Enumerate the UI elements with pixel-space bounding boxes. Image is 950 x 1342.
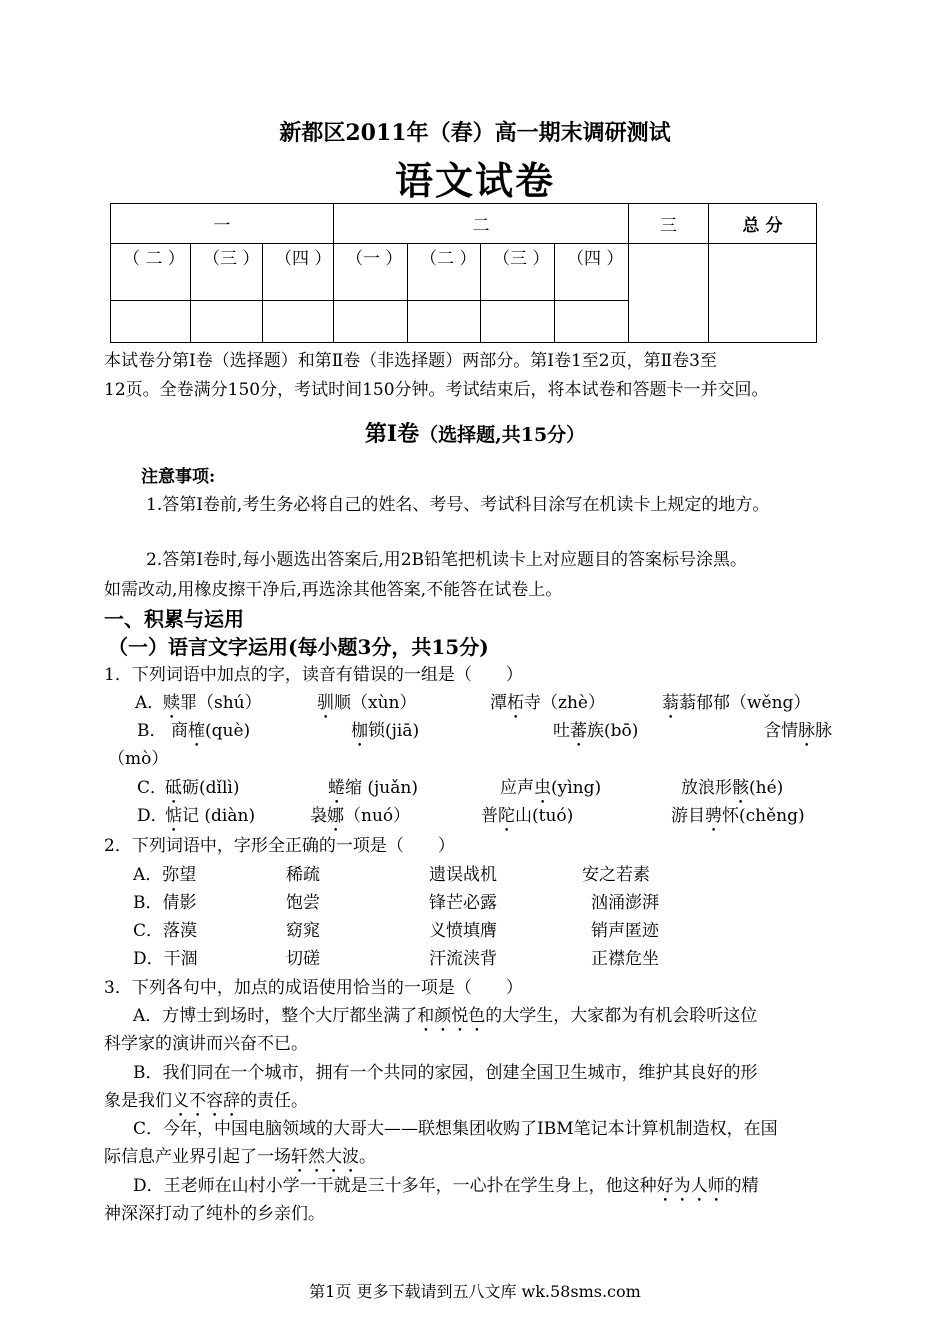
q2-b-word-4: 汹涌澎湃 [591, 893, 659, 913]
q1-d-item-2: 袅娜（nuó） [310, 806, 411, 826]
q2-stem: 2．下列词语中，字形全正确的一项是（ ） [104, 836, 455, 856]
q2-c-word-3: 义愤填膺 [429, 921, 497, 941]
score-header-part2: 二 [334, 204, 629, 244]
q2-b-word-2: 饱尝 [286, 893, 320, 913]
q3-option-a-cont: 科学家的演讲而兴奋不已。 [104, 1034, 308, 1054]
q1-d-item-4: 游目骋怀(chěng) [671, 806, 805, 826]
q1-a-item-3: 潭柘寺（zhè） [490, 693, 605, 713]
score-cell[interactable] [111, 301, 191, 343]
paper-title: 语文试卷 [394, 158, 555, 203]
score-cell-part3[interactable] [629, 244, 709, 343]
volume-heading [0, 417, 950, 448]
subsection-score: (每小题3分，共15分) [288, 635, 489, 659]
score-sub-2-3: （三 ） [481, 244, 555, 301]
q3-d-idiom: 好为人师 [656, 1176, 725, 1196]
q1-c-item-2: 蜷缩 (juǎn) [328, 778, 418, 798]
subsection-name: （一）语言文字运用 [108, 635, 288, 659]
score-header-part3: 三 [629, 204, 709, 244]
exam-title: 新都区2011年（春）高一期末调研测试 [279, 120, 671, 146]
notes-title: 注意事项: [141, 467, 216, 487]
q2-a-word-2: 稀疏 [286, 865, 320, 885]
q3-a-idiom: 和颜悦色 [417, 1006, 486, 1026]
note-item-2-cont: 如需改动,用橡皮擦干净后,再选涂其他答案,不能答在试卷上。 [104, 580, 563, 600]
score-cell[interactable] [481, 301, 555, 343]
q1-option-b-label: B． [137, 721, 167, 741]
q1-b-item-4: 含情脉脉 [764, 721, 832, 741]
q1-stem: 1．下列词语中加点的字，读音有错误的一组是（ ） [104, 665, 523, 685]
q1-b-item-1: 商榷(què) [171, 721, 251, 741]
q1-b-item-4-pinyin: （mò） [108, 749, 169, 769]
section-title: 一、积累与运用 [104, 607, 244, 631]
q1-a-item-1: 赎罪（shú） [163, 693, 262, 713]
q3-stem: 3．下列各句中，加点的成语使用恰当的一项是（ ） [104, 978, 523, 998]
intro-line-1: 本试卷分第Ⅰ卷（选择题）和第Ⅱ卷（非选择题）两部分。第Ⅰ卷1至2页，第Ⅱ卷3至 [104, 351, 717, 371]
score-cell[interactable] [555, 301, 629, 343]
score-cell[interactable] [263, 301, 334, 343]
intro-line-2: 12页。全卷满分150分，考试时间150分钟。考试结束后，将本试卷和答题卡一并交回。 [104, 380, 769, 400]
score-header-part1: 一 [111, 204, 334, 244]
q1-option-c-label: C． [137, 778, 168, 798]
q2-b-word-1: B．倩影 [133, 893, 197, 913]
score-sub-1-2: （ 二 ） [111, 244, 191, 301]
subsection-title [108, 631, 489, 660]
score-cell[interactable] [191, 301, 263, 343]
q3-option-b-cont: 象是我们义不容辞的责任。 [104, 1091, 308, 1111]
q1-a-item-4: 蓊蓊郁郁（wěng） [662, 693, 811, 713]
q3-option-c-cont: 际信息产业界引起了一场轩然大波。 [104, 1147, 376, 1167]
q2-c-word-2: 窈窕 [286, 921, 320, 941]
q3-b-idiom: 义不容辞 [172, 1091, 240, 1111]
score-cell[interactable] [334, 301, 408, 343]
q1-option-d-label: D． [137, 806, 168, 826]
q3-option-a: A．方博士到场时，整个大厅都坐满了和颜悦色的大学生，大家都为有机会聆听这位 [133, 1006, 758, 1026]
q1-a-item-2: 驯顺（xùn） [317, 693, 417, 713]
q1-c-item-1: 砥砺(dǐlì) [165, 778, 240, 798]
q3-option-c: C．今年，中国电脑领域的大哥大——联想集团收购了IBM笔记本计算机制造权，在国 [133, 1119, 778, 1139]
score-header-total: 总 分 [709, 204, 817, 244]
q2-d-word-2: 切磋 [286, 949, 320, 969]
note-item-2: 2.答第Ⅰ卷时,每小题选出答案后,用2B铅笔把机读卡上对应题目的答案标号涂黑。 [146, 550, 748, 570]
score-sub-2-4: （四 ） [555, 244, 629, 301]
score-sub-1-4: （四 ） [263, 244, 334, 301]
q2-a-word-1: A．弥望 [133, 865, 197, 885]
score-table [110, 203, 817, 343]
q2-c-word-1: C．落漠 [133, 921, 198, 941]
q3-option-d-cont: 神深深打动了纯朴的乡亲们。 [104, 1204, 325, 1224]
q1-c-item-3: 应声虫(yìng) [500, 778, 602, 798]
score-sub-1-3: （三 ） [191, 244, 263, 301]
q1-c-item-4: 放浪形骸(hé) [681, 778, 784, 798]
q1-d-item-3: 普陀山(tuó) [481, 806, 574, 826]
note-item-1: 1.答第Ⅰ卷前,考生务必将自己的姓名、考号、考试科目涂写在机读卡上规定的地方。 [146, 495, 770, 515]
volume-main: 第Ⅰ卷 [364, 421, 420, 447]
q2-c-word-4: 销声匿迹 [591, 921, 659, 941]
q2-b-word-3: 锋芒必露 [429, 893, 497, 913]
q3-option-d: D．王老师在山村小学一干就是三十多年，一心扑在学生身上，他这种好为人师的精 [133, 1176, 759, 1196]
q2-d-word-3: 汗流浃背 [429, 949, 497, 969]
volume-sub: （选择题,共15分） [419, 424, 586, 446]
score-cell[interactable] [408, 301, 481, 343]
q2-a-word-3: 遗误战机 [429, 865, 497, 885]
score-cell-total[interactable] [709, 244, 817, 343]
q2-d-word-4: 正襟危坐 [591, 949, 659, 969]
q1-b-item-3: 吐蕃族(bō) [553, 721, 639, 741]
score-sub-2-2: （二 ） [408, 244, 481, 301]
q3-c-idiom: 轩然大波 [291, 1147, 359, 1167]
q2-d-word-1: D．干涸 [133, 949, 198, 969]
q2-a-word-4: 安之若素 [582, 865, 650, 885]
q1-d-item-1: 惦记 (diàn) [165, 806, 256, 826]
score-sub-2-1: （一 ） [334, 244, 408, 301]
q1-option-a-label: A． [135, 693, 165, 713]
page-footer: 第1页 更多下载请到五八文库 wk.58sms.com [309, 1282, 641, 1301]
q1-b-item-2: 枷锁(jiā) [351, 721, 420, 741]
q3-option-b: B．我们同在一个城市，拥有一个共同的家园，创建全国卫生城市，维护其良好的形 [133, 1063, 758, 1083]
